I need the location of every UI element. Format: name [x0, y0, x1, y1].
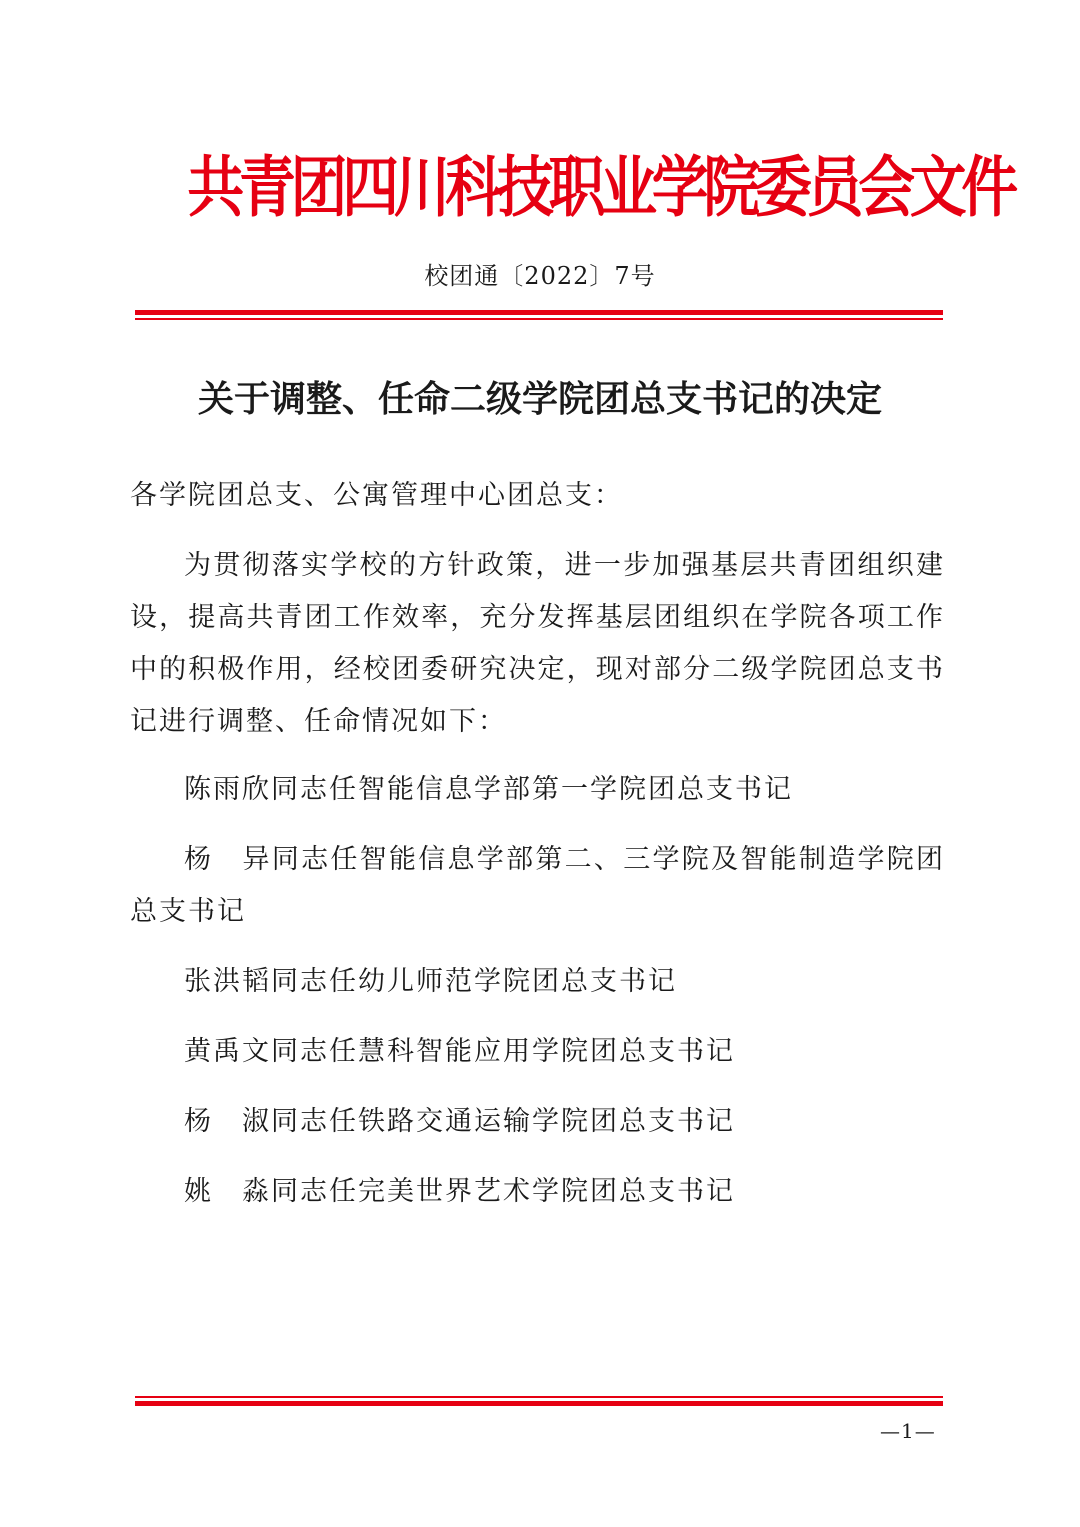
intro-paragraph: 为贯彻落实学校的方针政策，进一步加强基层共青团组织建设，提高共青团工作效率，充分发挥基层团组织在学院各项工作中的积极作用，经校团委研究决定，现对部分二级学院团总支书记进行调整、任命情况如下： — [130, 550, 945, 737]
appointment-item: 姚 淼同志任完美世界艺术学院团总支书记 — [184, 1176, 735, 1207]
salutation: 各学院团总支、公寓管理中心团总支： — [130, 480, 623, 511]
document-number: 校团通〔2022〕7号 — [424, 262, 656, 290]
appointment-item: 杨 淑同志任铁路交通运输学院团总支书记 — [184, 1106, 735, 1137]
footer-red-rule-thin — [135, 1396, 943, 1398]
header-red-rule — [135, 310, 943, 315]
appointment-list — [130, 764, 945, 1236]
issuer-masthead: 共青团四川科技职业学院委员会文件 — [187, 149, 1013, 226]
header-red-rule-thin — [135, 318, 943, 320]
appointment-item: 陈雨欣同志任智能信息学部第一学院团总支书记 — [184, 774, 793, 805]
page-number: —1— — [880, 1419, 936, 1443]
appointment-item: 张洪韬同志任幼儿师范学院团总支书记 — [184, 966, 677, 997]
appointment-item: 杨 异同志任智能信息学部第二、三学院及智能制造学院团总支书记 — [130, 844, 945, 927]
appointment-item: 黄禹文同志任慧科智能应用学院团总支书记 — [184, 1036, 735, 1067]
footer-red-rule — [135, 1401, 943, 1406]
document-title: 关于调整、任命二级学院团总支书记的决定 — [197, 379, 882, 420]
